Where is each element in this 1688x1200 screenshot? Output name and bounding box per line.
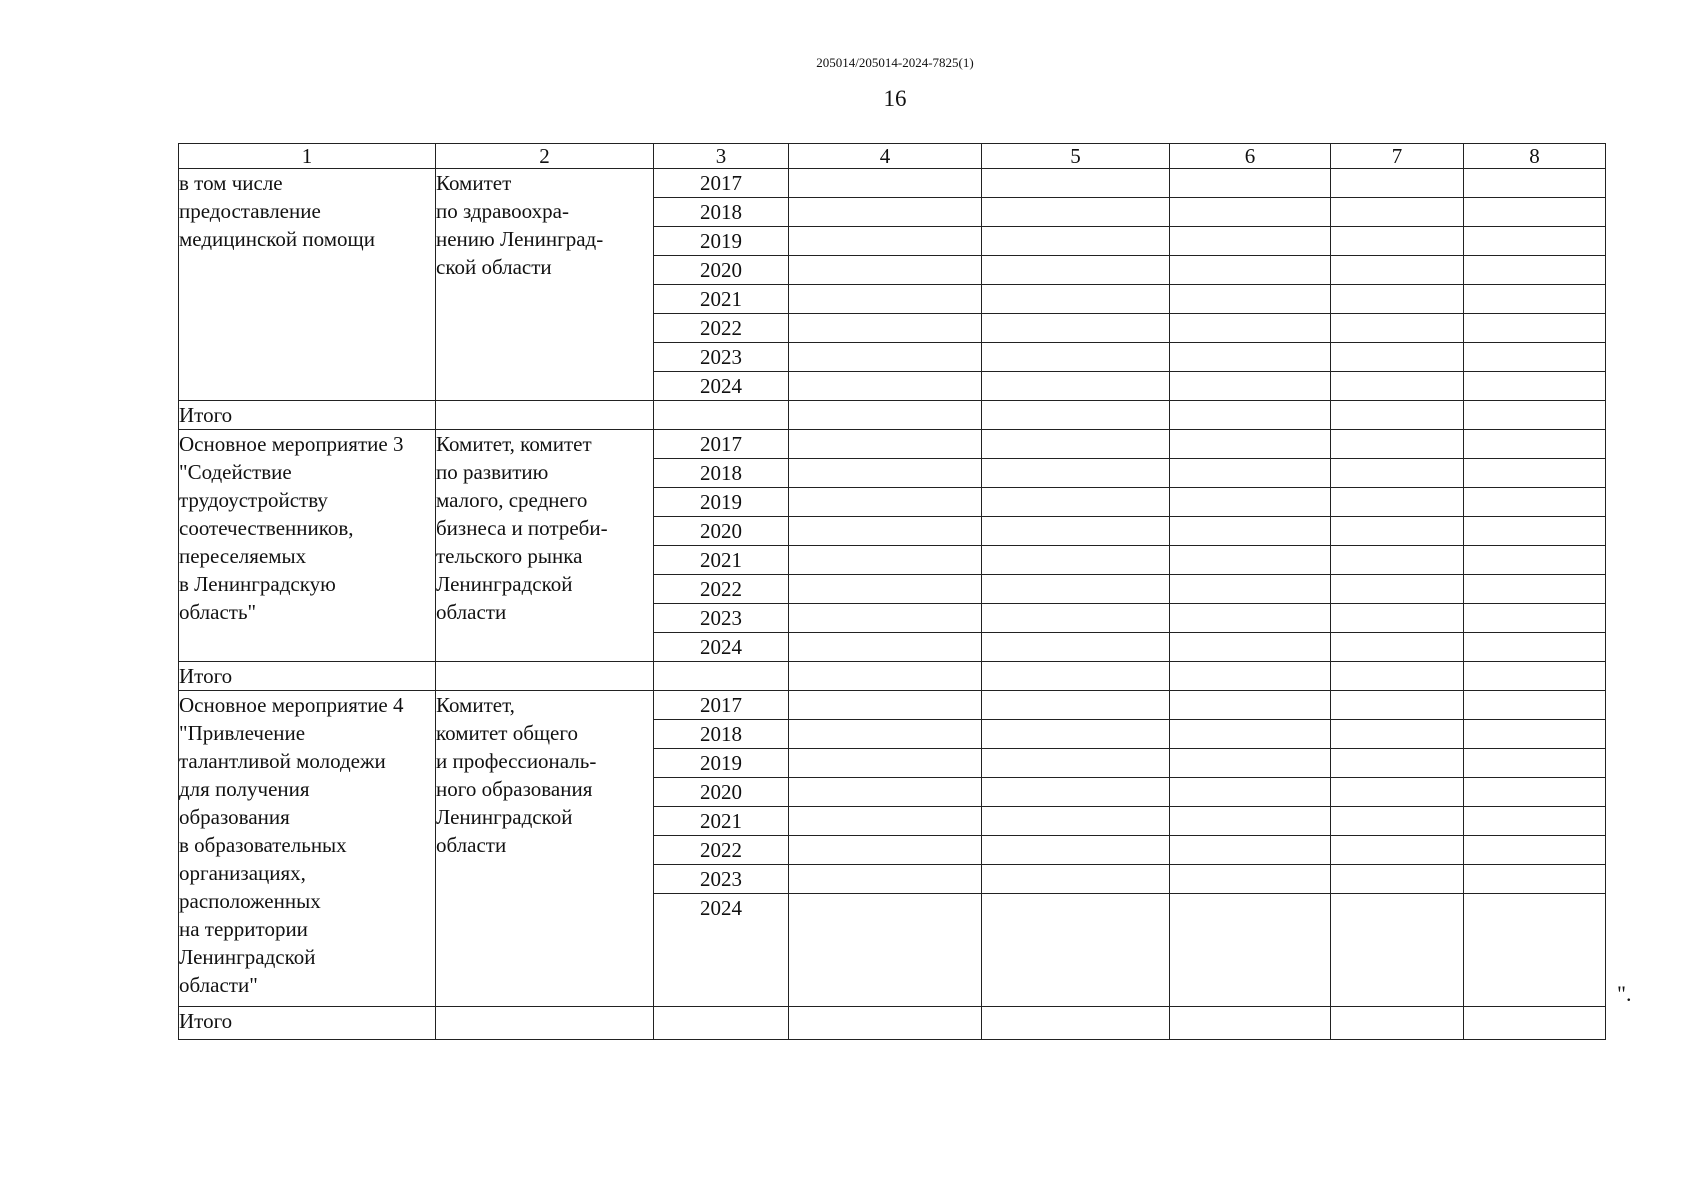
activity-name-cell <box>179 169 436 401</box>
amount-cell <box>1331 575 1464 604</box>
column-header-2: 2 <box>436 144 654 169</box>
total-amount-cell <box>1464 662 1606 691</box>
executor-line: по развитию <box>436 460 549 484</box>
amount-cell <box>982 749 1170 778</box>
total-label: Итого <box>179 662 436 691</box>
activity-name-line: "Содействие <box>179 460 292 484</box>
amount-cell <box>789 285 982 314</box>
executor-line: бизнеса и потреби- <box>436 516 608 540</box>
year-cell: 2024 <box>654 372 789 401</box>
activity-name-line: трудоустройству <box>179 488 328 512</box>
executor-line: Ленинградской <box>436 572 573 596</box>
year-cell: 2022 <box>654 575 789 604</box>
amount-cell <box>1464 372 1606 401</box>
amount-cell <box>1331 517 1464 546</box>
executor-line: Комитет, комитет <box>436 432 592 456</box>
amount-cell <box>1170 633 1331 662</box>
amount-cell <box>1464 807 1606 836</box>
amount-cell <box>1170 720 1331 749</box>
year-cell: 2017 <box>654 430 789 459</box>
amount-cell <box>1464 749 1606 778</box>
amount-cell <box>1331 720 1464 749</box>
amount-cell <box>1464 546 1606 575</box>
total-amount-cell <box>436 401 654 430</box>
executor-line: Ленинградской <box>436 805 573 829</box>
amount-cell <box>1331 372 1464 401</box>
year-cell: 2023 <box>654 604 789 633</box>
column-number-row <box>179 144 1606 169</box>
year-cell: 2022 <box>654 314 789 343</box>
amount-cell <box>1170 169 1331 198</box>
amount-cell <box>1170 256 1331 285</box>
amount-cell <box>1170 604 1331 633</box>
amount-cell <box>789 604 982 633</box>
amount-cell <box>789 778 982 807</box>
year-cell: 2023 <box>654 343 789 372</box>
total-amount-cell <box>1331 401 1464 430</box>
amount-cell <box>789 691 982 720</box>
amount-cell <box>789 865 982 894</box>
total-amount-cell <box>789 662 982 691</box>
amount-cell <box>982 459 1170 488</box>
activity-name-line: область" <box>179 600 257 624</box>
amount-cell <box>1464 343 1606 372</box>
activity-name-cell <box>179 430 436 662</box>
activity-name-line: расположенных <box>179 889 321 913</box>
amount-cell <box>1464 778 1606 807</box>
total-amount-cell <box>654 401 789 430</box>
amount-cell <box>1170 865 1331 894</box>
total-amount-cell <box>982 662 1170 691</box>
year-cell: 2018 <box>654 459 789 488</box>
year-cell: 2019 <box>654 488 789 517</box>
column-header-1: 1 <box>179 144 436 169</box>
amount-cell <box>1464 575 1606 604</box>
amount-cell <box>1170 691 1331 720</box>
activity-name-line: талантливой молодежи <box>179 749 386 773</box>
column-header-7: 7 <box>1331 144 1464 169</box>
amount-cell <box>1170 343 1331 372</box>
amount-cell <box>982 894 1170 1007</box>
amount-cell <box>982 227 1170 256</box>
activity-name-line: для получения <box>179 777 310 801</box>
activity-name-line: "Привлечение <box>179 721 306 745</box>
executor-line: области <box>436 833 507 857</box>
table-row <box>179 691 1606 720</box>
total-amount-cell <box>982 1007 1170 1040</box>
amount-cell <box>1464 256 1606 285</box>
amount-cell <box>1170 314 1331 343</box>
amount-cell <box>1331 488 1464 517</box>
amount-cell <box>1331 256 1464 285</box>
amount-cell <box>1170 517 1331 546</box>
year-cell: 2021 <box>654 285 789 314</box>
executor-line: нению Ленинград- <box>436 227 604 251</box>
column-header-6: 6 <box>1170 144 1331 169</box>
amount-cell <box>789 749 982 778</box>
year-cell: 2024 <box>654 894 789 1007</box>
amount-cell <box>789 633 982 662</box>
total-row <box>179 401 1606 430</box>
total-amount-cell <box>789 401 982 430</box>
document-id: 205014/205014-2024-7825(1) <box>816 55 974 70</box>
amount-cell <box>982 343 1170 372</box>
total-amount-cell <box>1170 401 1331 430</box>
amount-cell <box>1331 169 1464 198</box>
amount-cell <box>1464 894 1606 1007</box>
amount-cell <box>1464 517 1606 546</box>
activity-name-cell <box>179 691 436 1007</box>
total-amount-cell <box>1331 662 1464 691</box>
page-number: 16 <box>883 86 907 111</box>
amount-cell <box>1331 749 1464 778</box>
activity-name-line: организациях, <box>179 861 306 885</box>
amount-cell <box>789 546 982 575</box>
activity-name-line: переселяемых <box>179 544 307 568</box>
amount-cell <box>1464 198 1606 227</box>
column-header-4: 4 <box>789 144 982 169</box>
total-label: Итого <box>179 1007 436 1040</box>
amount-cell <box>1331 430 1464 459</box>
amount-cell <box>1170 807 1331 836</box>
total-amount-cell <box>982 401 1170 430</box>
amount-cell <box>982 488 1170 517</box>
activity-name-line: Основное мероприятие 4 <box>179 693 404 717</box>
total-amount-cell <box>1464 1007 1606 1040</box>
executor-line: малого, среднего <box>436 488 588 512</box>
amount-cell <box>1170 894 1331 1007</box>
executor-line: по здравоохра- <box>436 199 569 223</box>
amount-cell <box>1464 488 1606 517</box>
amount-cell <box>1170 372 1331 401</box>
amount-cell <box>789 575 982 604</box>
executor-line: комитет общего <box>436 721 578 745</box>
amount-cell <box>1331 894 1464 1007</box>
amount-cell <box>982 430 1170 459</box>
amount-cell <box>1170 488 1331 517</box>
amount-cell <box>982 720 1170 749</box>
amount-cell <box>1170 285 1331 314</box>
amount-cell <box>1464 430 1606 459</box>
amount-cell <box>982 169 1170 198</box>
amount-cell <box>982 285 1170 314</box>
amount-cell <box>1464 633 1606 662</box>
amount-cell <box>1170 430 1331 459</box>
year-cell: 2020 <box>654 256 789 285</box>
activity-name-line: на территории <box>179 917 308 941</box>
total-row <box>179 662 1606 691</box>
executor-line: Комитет, <box>436 693 515 717</box>
year-cell: 2021 <box>654 807 789 836</box>
amount-cell <box>1170 778 1331 807</box>
amount-cell <box>982 807 1170 836</box>
year-cell: 2019 <box>654 749 789 778</box>
amount-cell <box>982 256 1170 285</box>
table-row <box>179 430 1606 459</box>
amount-cell <box>1331 285 1464 314</box>
financing-table <box>178 143 1606 1040</box>
total-amount-cell <box>1170 1007 1331 1040</box>
amount-cell <box>1331 604 1464 633</box>
amount-cell <box>789 227 982 256</box>
executor-line: ного образования <box>436 777 593 801</box>
amount-cell <box>1170 227 1331 256</box>
executor-cell <box>436 691 654 1007</box>
total-amount-cell <box>436 1007 654 1040</box>
total-amount-cell <box>1331 1007 1464 1040</box>
amount-cell <box>982 778 1170 807</box>
amount-cell <box>789 256 982 285</box>
amount-cell <box>982 546 1170 575</box>
amount-cell <box>789 720 982 749</box>
year-cell: 2018 <box>654 720 789 749</box>
amount-cell <box>1331 227 1464 256</box>
year-cell: 2023 <box>654 865 789 894</box>
year-cell: 2018 <box>654 198 789 227</box>
table-body <box>179 144 1606 1040</box>
amount-cell <box>1170 198 1331 227</box>
amount-cell <box>982 836 1170 865</box>
amount-cell <box>1331 198 1464 227</box>
amount-cell <box>982 575 1170 604</box>
amount-cell <box>789 894 982 1007</box>
amount-cell <box>1170 575 1331 604</box>
activity-name-line: в Ленинградскую <box>179 572 336 596</box>
amount-cell <box>1331 691 1464 720</box>
amount-cell <box>1464 836 1606 865</box>
executor-line: и профессиональ- <box>436 749 597 773</box>
total-label: Итого <box>179 401 436 430</box>
amount-cell <box>1331 546 1464 575</box>
amount-cell <box>982 198 1170 227</box>
total-amount-cell <box>654 1007 789 1040</box>
amount-cell <box>789 836 982 865</box>
amount-cell <box>1170 749 1331 778</box>
amount-cell <box>1331 865 1464 894</box>
amount-cell <box>789 198 982 227</box>
amount-cell <box>982 314 1170 343</box>
activity-name-line: области" <box>179 973 258 997</box>
total-row <box>179 1007 1606 1040</box>
amount-cell <box>982 691 1170 720</box>
total-amount-cell <box>436 662 654 691</box>
amount-cell <box>1464 314 1606 343</box>
amount-cell <box>1170 836 1331 865</box>
amount-cell <box>1170 546 1331 575</box>
amount-cell <box>789 314 982 343</box>
amount-cell <box>1464 459 1606 488</box>
activity-name-line: образования <box>179 805 290 829</box>
year-cell: 2017 <box>654 691 789 720</box>
amount-cell <box>789 372 982 401</box>
year-cell: 2022 <box>654 836 789 865</box>
amount-cell <box>789 517 982 546</box>
activity-name-line: в образовательных <box>179 833 347 857</box>
year-cell: 2017 <box>654 169 789 198</box>
amount-cell <box>1331 314 1464 343</box>
amount-cell <box>1464 227 1606 256</box>
amount-cell <box>982 372 1170 401</box>
amount-cell <box>1331 778 1464 807</box>
column-header-8: 8 <box>1464 144 1606 169</box>
amount-cell <box>789 807 982 836</box>
amount-cell <box>1331 807 1464 836</box>
executor-cell <box>436 430 654 662</box>
amount-cell <box>1464 169 1606 198</box>
year-cell: 2020 <box>654 778 789 807</box>
amount-cell <box>789 459 982 488</box>
amount-cell <box>1170 459 1331 488</box>
amount-cell <box>789 488 982 517</box>
activity-name-line: предоставление <box>179 199 321 223</box>
executor-line: области <box>436 600 507 624</box>
amount-cell <box>982 633 1170 662</box>
amount-cell <box>1464 604 1606 633</box>
total-amount-cell <box>1170 662 1331 691</box>
year-cell: 2024 <box>654 633 789 662</box>
amount-cell <box>1464 720 1606 749</box>
amount-cell <box>1464 865 1606 894</box>
closing-quote-mark: ". <box>1617 981 1632 1006</box>
column-header-5: 5 <box>982 144 1170 169</box>
amount-cell <box>1331 836 1464 865</box>
amount-cell <box>1464 691 1606 720</box>
executor-line: тельского рынка <box>436 544 583 568</box>
activity-name-line: медицинской помощи <box>179 227 375 251</box>
table-row <box>179 169 1606 198</box>
amount-cell <box>982 865 1170 894</box>
amount-cell <box>1331 459 1464 488</box>
year-cell: 2021 <box>654 546 789 575</box>
total-amount-cell <box>654 662 789 691</box>
amount-cell <box>1464 285 1606 314</box>
year-cell: 2020 <box>654 517 789 546</box>
total-amount-cell <box>789 1007 982 1040</box>
executor-line: Комитет <box>436 171 512 195</box>
amount-cell <box>1331 633 1464 662</box>
amount-cell <box>1331 343 1464 372</box>
activity-name-line: соотечественников, <box>179 516 354 540</box>
activity-name-line: Ленинградской <box>179 945 316 969</box>
column-header-3: 3 <box>654 144 789 169</box>
executor-cell <box>436 169 654 401</box>
amount-cell <box>982 517 1170 546</box>
year-cell: 2019 <box>654 227 789 256</box>
amount-cell <box>789 169 982 198</box>
amount-cell <box>789 430 982 459</box>
executor-line: ской области <box>436 255 552 279</box>
total-amount-cell <box>1464 401 1606 430</box>
amount-cell <box>789 343 982 372</box>
activity-name-line: Основное мероприятие 3 <box>179 432 404 456</box>
activity-name-line: в том числе <box>179 171 283 195</box>
amount-cell <box>982 604 1170 633</box>
